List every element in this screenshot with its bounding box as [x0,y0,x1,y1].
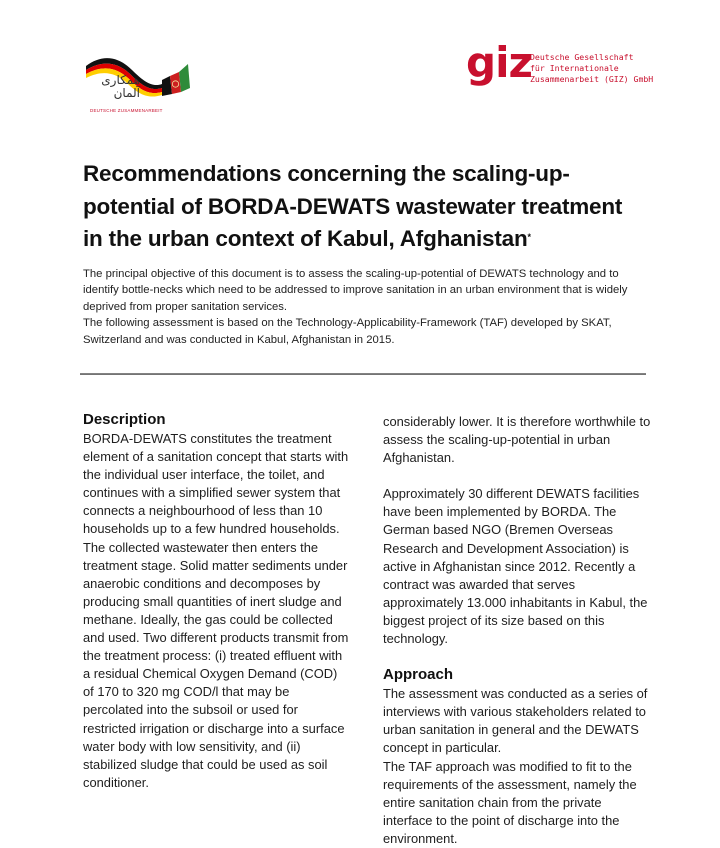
logo-caption: DEUTSCHE ZUSAMMENARBEIT [90,108,163,113]
giz-line-2: für Internationale [530,63,619,73]
intro-paragraph-1: The principal objective of this document is to assess the scaling-up-potential of DEWATS technology and to identify bottle-necks which need to be addressed to improve sanitation in an urban environment that is widely deprived from proper sanitation services. [83,268,628,313]
section-spacer [383,648,651,665]
footnote-marker: * [527,232,531,242]
paragraph-spacer [383,467,651,485]
description-body: BORDA-DEWATS constitutes the treatment element of a sanitation concept that starts with the individual user interface, the toilet, and continues with a simplified sewer system that connects a neighbourhood of less than 10 households up to a few hundred households. The collected wastewater then enters the treatment stage. Solid matter sediments under anaerobic conditions and decomposes by producing small quantities of inert sludge and methane. Ideally, the gas could be collected and used. Two different products transmit from the treatment process: (i) treated effluent with a residual Chemical Oxygen Demand (COD) of 170 to 320 mg COD/l that may be percolated into the subsoil or used for restricted irrigation or discharge into a surface water body with low sensitivity, and (ii) stabilized sludge that could be used as soil conditioner. [83,431,349,790]
approach-paragraph-2: The TAF approach was modified to fit to the requirements of the assessment, namely the entire sanitation chain from the private interface to the point of discharge into the environment. [383,758,637,846]
giz-line-1: Deutsche Gesellschaft [530,52,634,62]
title-line-1: Recommendations concerning the scaling-up- [83,161,570,186]
giz-logo-mark: giz [466,38,532,87]
dari-line-2: آلمان [113,86,140,100]
approach-paragraph-1: The assessment was conducted as a series of interviews with various stakeholders related to urban sanitation in general and the DEWATS concept in particular. [383,686,648,756]
continuation-paragraph-2: Approximately 30 different DEWATS facilities have been implemented by BORDA. The German based NGO (Bremen Overseas Research and Development Association) is active in Afghanistan since 2012. Recently a contract was awarded that serves approximately 13.000 inhabitants in Kabul, the biggest project of its size based on this technology. [383,486,648,647]
horizontal-divider [80,373,646,375]
approach-heading: Approach [383,666,454,684]
description-heading: Description [83,411,166,428]
title-line-3-text: in the urban context of Kabul, Afghanistan [83,226,528,251]
continuation-paragraph-1: considerably lower. It is therefore worthwhile to assess the scaling-up-potential in urban Afghanistan. [383,414,651,466]
document-title [83,158,663,256]
giz-logo-text [530,52,653,85]
intro-paragraph-2: The following assessment is based on the Technology-Applicability-Framework (TAF) developed by SKAT, Switzerland and was conducted in Kabul, Afghanistan in 2015. [83,317,612,346]
left-column [83,410,351,792]
dari-text [101,73,140,100]
dari-line-1: همکاری [101,73,140,87]
german-cooperation-logo [82,50,197,125]
intro-abstract [83,266,653,348]
title-line-3 [83,223,663,256]
right-column [383,413,651,848]
giz-line-3: Zusammenarbeit (GIZ) GmbH [530,74,654,84]
title-line-2: potential of BORDA-DEWATS wastewater treatment [83,193,623,219]
